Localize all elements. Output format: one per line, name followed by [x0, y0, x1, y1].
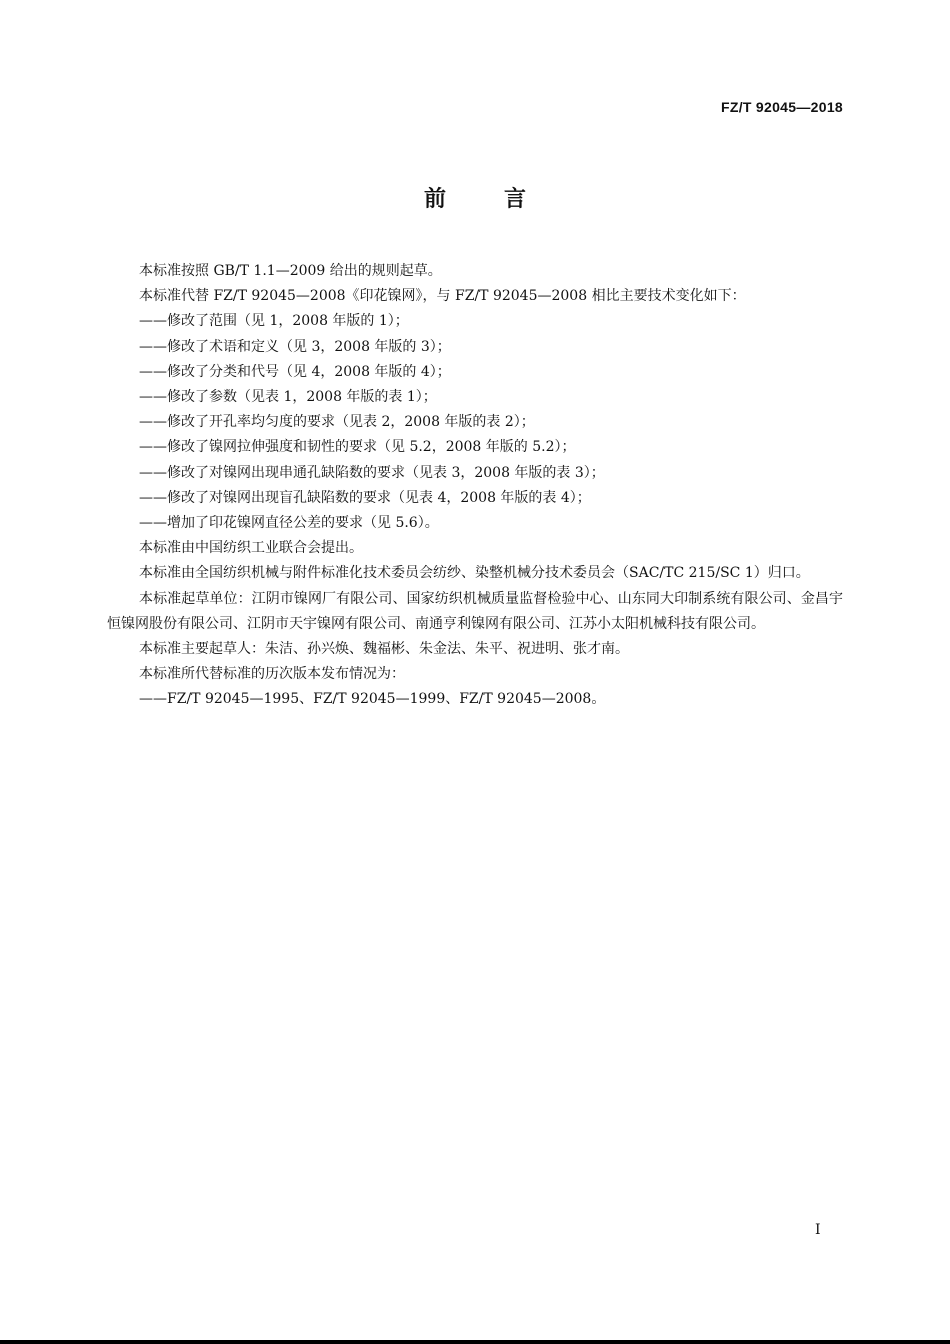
bottom-border	[0, 1340, 950, 1344]
paragraph-history-intro: 本标准所代替标准的历次版本发布情况为：	[139, 666, 405, 683]
paragraph-centralized-by: 本标准由全国纺织机械与附件标准化技术委员会纺纱、染整机械分技术委员会（SAC/TC 215/SC 1）归口。	[139, 565, 810, 582]
change-item: ——修改了术语和定义（见 3，2008 年版的 3）；	[139, 338, 451, 355]
change-item: ——增加了印花镍网直径公差的要求（见 5.6）。	[139, 515, 439, 532]
standard-code: FZ/T 92045—2018	[720, 99, 843, 115]
paragraph-drafters: 本标准主要起草人：朱洁、孙兴焕、魏福彬、朱金法、朱平、祝进明、张才南。	[139, 641, 629, 658]
change-item: ——修改了范围（见 1，2008 年版的 1）；	[139, 313, 409, 330]
page-number: I	[815, 1222, 821, 1238]
foreword-body	[107, 259, 843, 713]
paragraph-drafting-units: 本标准起草单位：江阴市镍网厂有限公司、国家纺织机械质量监督检验中心、山东同大印制系统有限公司、金昌宇恒镍网股份有限公司、江阴市天宇镍网有限公司、南通亨利镍网有限公司、江苏小太阳机械科技有限公司。	[107, 590, 843, 632]
change-item: ——修改了参数（见表 1，2008 年版的表 1）；	[139, 389, 437, 406]
change-item: ——修改了开孔率均匀度的要求（见表 2，2008 年版的表 2）；	[139, 414, 535, 431]
paragraph-proposer: 本标准由中国纺织工业联合会提出。	[139, 540, 363, 557]
page-title: 前言	[423, 187, 584, 212]
change-item: ——修改了对镍网出现盲孔缺陷数的要求（见表 4，2008 年版的表 4）；	[139, 489, 591, 506]
paragraph-replacement: 本标准代替 FZ/T 92045—2008《印花镍网》，与 FZ/T 92045—2008 相比主要技术变化如下：	[139, 288, 746, 305]
change-item: ——修改了镍网拉伸强度和韧性的要求（见 5.2，2008 年版的 5.2）；	[139, 439, 576, 456]
change-item: ——修改了分类和代号（见 4，2008 年版的 4）；	[139, 363, 451, 380]
paragraph-drafting-rules: 本标准按照 GB/T 1.1—2009 给出的规则起草。	[139, 263, 442, 279]
change-item: ——修改了对镍网出现串通孔缺陷数的要求（见表 3，2008 年版的表 3）；	[139, 464, 605, 481]
history-item: ——FZ/T 92045—1995、FZ/T 92045—1999、FZ/T 92045—2008。	[139, 691, 606, 708]
